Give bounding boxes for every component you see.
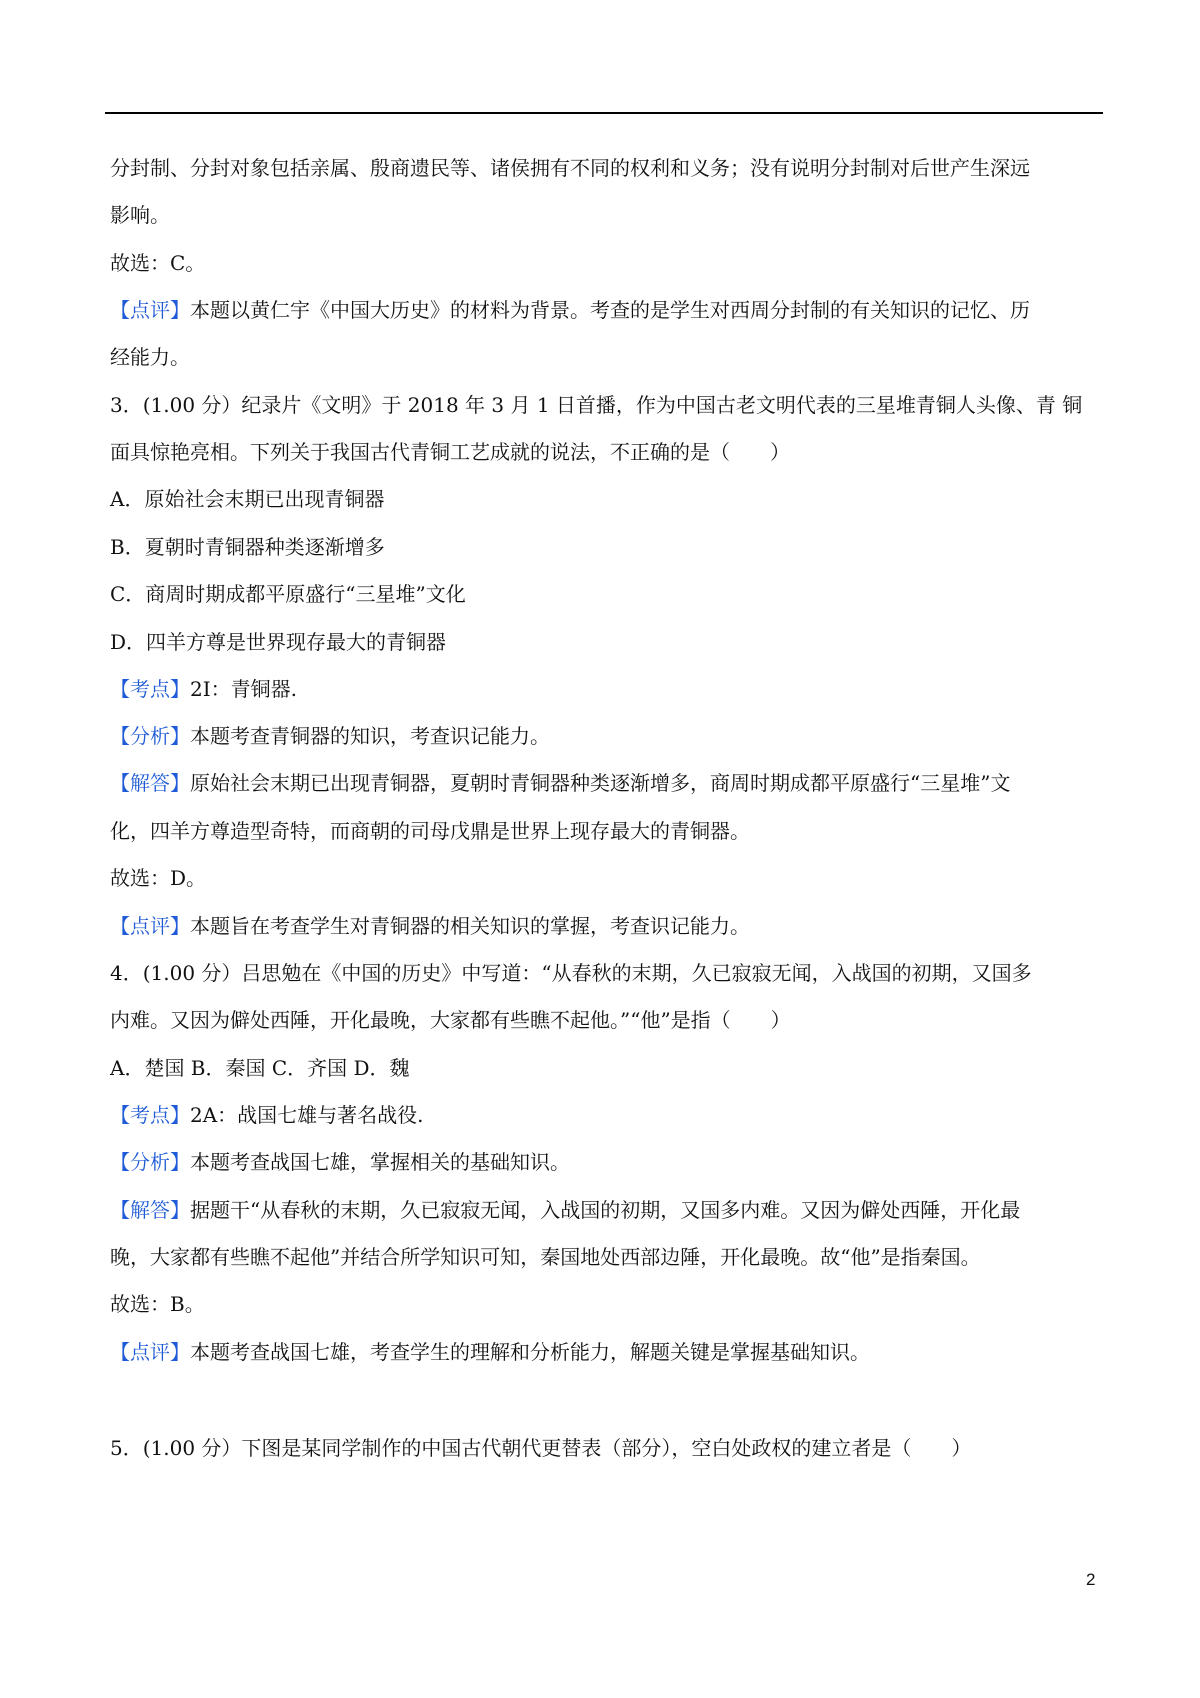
q3-option-d: D．四羊方尊是世界现存最大的青铜器 [110,630,447,654]
fenxi-tag: 【分析】 [110,724,190,748]
q3-option-a: A．原始社会末期已出现青铜器 [110,487,385,511]
jieda-tag: 【解答】 [110,771,190,795]
q4-answer: 故选：B。 [110,1292,205,1316]
kaodian-text: 2I：青铜器. [190,677,297,701]
q3-dianping [110,914,750,938]
page-number: 2 [1086,1570,1096,1589]
fenxi-text: 本题考查青铜器的知识，考查识记能力。 [190,724,550,748]
fenxi-text: 本题考查战国七雄，掌握相关的基础知识。 [190,1150,570,1174]
q4-stem-line-2: 内难。又因为僻处西陲，开化最晚，大家都有些瞧不起他。”“他”是指（ ） [110,1008,791,1032]
dianping-tag: 【点评】 [110,1340,190,1364]
q3-stem-line-2: 面具惊艳亮相。下列关于我国古代青铜工艺成就的说法，不正确的是（ ） [110,440,790,464]
dianping-text: 本题旨在考查学生对青铜器的相关知识的掌握，考查识记能力。 [190,914,750,938]
kaodian-tag: 【考点】 [110,677,190,701]
q3-kaodian [110,677,297,701]
kaodian-text: 2A：战国七雄与著名战役. [190,1103,424,1127]
q4-dianping [110,1340,870,1364]
q3-stem-line-1: 3．(1.00 分）纪录片《文明》于 2018 年 3 月 1 日首播，作为中国古老文明代表的三星堆青铜人头像、青 铜 [110,393,1083,417]
q4-jieda-line-1 [110,1198,1020,1222]
prev-review-line-2: 经能力。 [110,345,190,369]
q4-stem-line-1: 4．(1.00 分）吕思勉在《中国的历史》中写道：“从春秋的末期，久已寂寂无闻，入战国的初期，又国多 [110,961,1032,985]
jieda-text: 原始社会末期已出现青铜器，夏朝时青铜器种类逐渐增多，商周时期成都平原盛行“三星堆”文 [190,771,1011,795]
prev-answer: 故选：C。 [110,251,206,275]
prev-analysis-line-1: 分封制、分封对象包括亲属、殷商遗民等、诸侯拥有不同的权利和义务；没有说明分封制对后世产生深远 [110,156,1030,180]
q4-fenxi [110,1150,570,1174]
dianping-text: 本题考查战国七雄，考查学生的理解和分析能力，解题关键是掌握基础知识。 [190,1340,870,1364]
q5-stem: 5．(1.00 分）下图是某同学制作的中国古代朝代更替表（部分），空白处政权的建立者是（ ） [110,1436,972,1460]
q3-jieda-line-1 [110,771,1010,795]
fenxi-tag: 【分析】 [110,1150,190,1174]
review-text: 本题以黄仁宇《中国大历史》的材料为背景。考查的是学生对西周分封制的有关知识的记忆、历 [190,298,1030,322]
prev-analysis-line-2: 影响。 [110,203,170,227]
jieda-tag: 【解答】 [110,1198,190,1222]
q3-option-c: C．商周时期成都平原盛行“三星堆”文化 [110,582,466,606]
q4-kaodian [110,1103,424,1127]
kaodian-tag: 【考点】 [110,1103,190,1127]
review-tag: 【点评】 [110,298,190,322]
q4-jieda-line-2: 晚，大家都有些瞧不起他”并结合所学知识可知，秦国地处西部边陲，开化最晚。故“他”是指秦国。 [110,1245,981,1269]
prev-review-line-1 [110,298,1030,322]
dianping-tag: 【点评】 [110,914,190,938]
q3-jieda-line-2: 化，四羊方尊造型奇特，而商朝的司母戊鼎是世界上现存最大的青铜器。 [110,819,750,843]
header-rule [105,112,1103,114]
q3-fenxi [110,724,550,748]
q4-options: A．楚国 B．秦国 C．齐国 D．魏 [110,1056,410,1080]
jieda-text: 据题干“从春秋的末期，久已寂寂无闻，入战国的初期，又国多内难。又因为僻处西陲，开化最 [190,1198,1021,1222]
q3-answer: 故选：D。 [110,866,207,890]
q3-option-b: B．夏朝时青铜器种类逐渐增多 [110,535,385,559]
